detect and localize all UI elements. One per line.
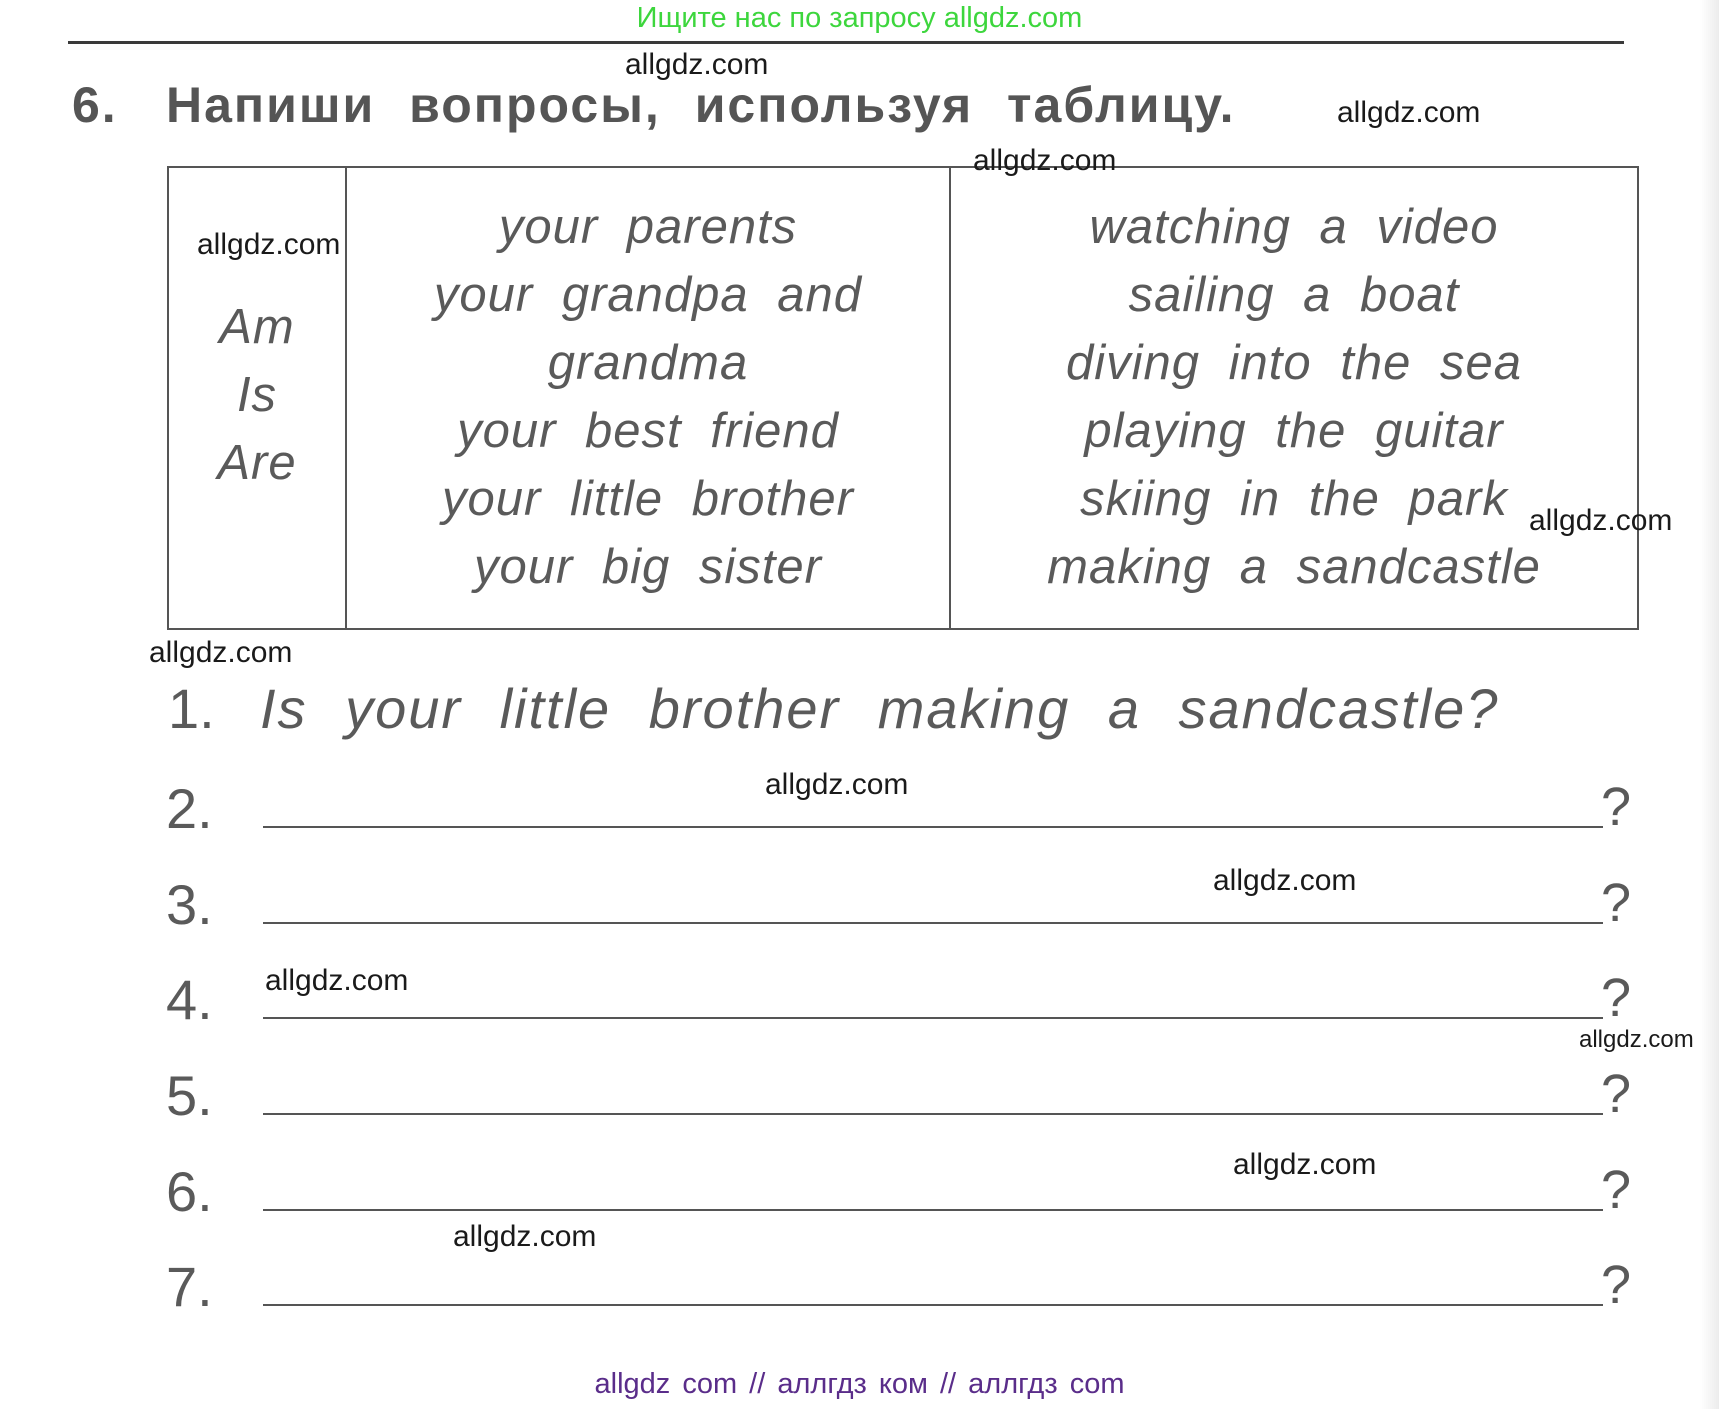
actions-column: [951, 193, 1637, 601]
answer-row-number: 3.: [166, 873, 213, 936]
exercise-heading: [72, 76, 1236, 134]
page-edge-shadow: [1700, 0, 1719, 1409]
watermark: allgdz.com: [625, 48, 769, 81]
subject-item: your little brother: [442, 472, 854, 526]
watermark: allgdz.com: [1579, 1026, 1694, 1053]
question-mark: ?: [1601, 777, 1632, 837]
subject-item: your grandpa and: [433, 268, 863, 322]
answer-row-number: 7.: [166, 1255, 213, 1318]
verbs-column: [169, 293, 345, 497]
action-item: making a sandcastle: [1047, 540, 1541, 594]
exercise-number: 6.: [72, 77, 118, 133]
watermark: allgdz.com: [765, 768, 909, 801]
subject-item: your best friend: [457, 404, 839, 458]
watermark: allgdz.com: [265, 964, 409, 997]
example-answer: [168, 676, 1499, 741]
subject-item: your parents: [498, 200, 798, 254]
answer-line[interactable]: [263, 826, 1603, 828]
banner-text: Ищите нас по запросу allgdz.com: [636, 2, 1083, 34]
verb-am: Am: [219, 300, 295, 354]
question-mark: ?: [1601, 873, 1632, 933]
answer-row-number: 5.: [166, 1064, 213, 1127]
question-mark: ?: [1601, 1064, 1632, 1124]
subjects-column: [347, 193, 949, 601]
watermark: allgdz.com: [1337, 96, 1481, 129]
subject-item: your big sister: [473, 540, 822, 594]
answer-line[interactable]: [263, 922, 1603, 924]
example-number: 1.: [168, 677, 215, 740]
watermark: allgdz.com: [149, 636, 293, 669]
top-divider: [68, 41, 1624, 44]
watermark: allgdz.com: [1213, 864, 1357, 897]
verb-are: Are: [217, 436, 297, 490]
answer-line[interactable]: [263, 1304, 1603, 1306]
watermark: allgdz.com: [973, 144, 1117, 177]
watermark: allgdz.com: [197, 228, 341, 261]
action-item: sailing a boat: [1128, 268, 1460, 322]
action-item: skiing in the park: [1080, 472, 1508, 526]
answer-row-number: 2.: [166, 777, 213, 840]
watermark: allgdz.com: [1529, 504, 1673, 537]
question-mark: ?: [1601, 1160, 1632, 1220]
verb-is: Is: [236, 368, 278, 422]
answer-line[interactable]: [263, 1209, 1603, 1211]
watermark: allgdz.com: [453, 1220, 597, 1253]
answer-line[interactable]: [263, 1113, 1603, 1115]
answer-line[interactable]: [263, 1017, 1603, 1019]
action-item: diving into the sea: [1066, 336, 1522, 390]
question-mark: ?: [1601, 1255, 1632, 1315]
action-item: watching a video: [1089, 200, 1499, 254]
example-sentence: Is your little brother making a sandcastle?: [260, 677, 1500, 740]
answer-row-number: 4.: [166, 968, 213, 1031]
subject-item: grandma: [547, 336, 749, 390]
footer-text: allgdz com // аллгдз ком // аллгдз com: [594, 1368, 1125, 1400]
action-item: playing the guitar: [1084, 404, 1504, 458]
answer-row-number: 6.: [166, 1160, 213, 1223]
watermark: allgdz.com: [1233, 1148, 1377, 1181]
exercise-instruction: Напиши вопросы, используя таблицу.: [166, 77, 1236, 133]
question-mark: ?: [1601, 968, 1632, 1028]
